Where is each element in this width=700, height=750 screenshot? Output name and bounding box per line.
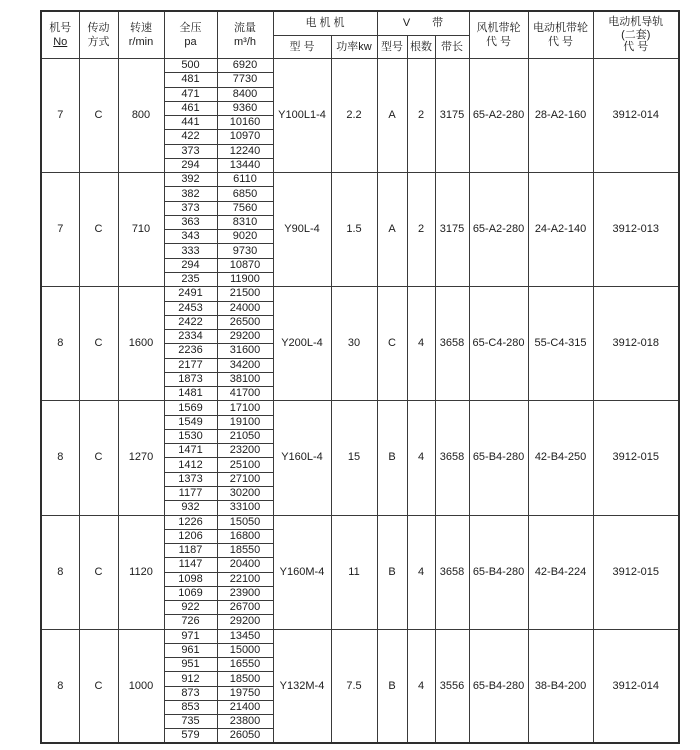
pressure-cell: 2334	[164, 330, 217, 344]
belt-length-cell: 3556	[435, 629, 469, 743]
header-speed-line2: r/min	[128, 36, 154, 48]
motor-model-cell: Y160M-4	[273, 515, 331, 629]
flow-cell: 41700	[217, 387, 273, 401]
header-motor-rail-line2: (二套)	[621, 28, 651, 41]
motor-power-cell: 30	[331, 287, 377, 401]
flow-cell: 23200	[217, 444, 273, 458]
pressure-cell: 461	[164, 101, 217, 115]
header-motor-pulley-line1: 电动机带轮	[533, 22, 588, 34]
machine-no-cell: 8	[41, 287, 79, 401]
pressure-cell: 2177	[164, 358, 217, 372]
belt-count-cell: 4	[407, 401, 435, 515]
pressure-cell: 873	[164, 686, 217, 700]
motor-model-cell: Y100L1-4	[273, 59, 331, 173]
drive-mode-cell: C	[79, 173, 118, 287]
motor-power-cell: 2.2	[331, 59, 377, 173]
header-motor-power: 功率kw	[331, 36, 377, 59]
pressure-cell: 853	[164, 700, 217, 714]
belt-length-cell: 3658	[435, 515, 469, 629]
flow-cell: 26050	[217, 729, 273, 744]
rail-code-cell: 3912-015	[593, 401, 679, 515]
table-row	[41, 287, 679, 301]
drive-mode-cell: C	[79, 59, 118, 173]
belt-count-cell: 2	[407, 59, 435, 173]
header-motor-rail	[593, 11, 679, 59]
motor-pulley-code-cell: 24-A2-140	[528, 173, 593, 287]
rail-code-cell: 3912-018	[593, 287, 679, 401]
header-machine-no-line2: No	[53, 36, 68, 48]
pressure-cell: 1147	[164, 558, 217, 572]
speed-cell: 1120	[118, 515, 164, 629]
pressure-cell: 1226	[164, 515, 217, 529]
flow-cell: 6850	[217, 187, 273, 201]
flow-cell: 30200	[217, 486, 273, 500]
header-drive-line1: 传动	[87, 22, 110, 34]
pressure-cell: 343	[164, 230, 217, 244]
pressure-cell: 961	[164, 643, 217, 657]
flow-cell: 20400	[217, 558, 273, 572]
header-drive-line2: 方式	[87, 36, 110, 48]
pressure-cell: 294	[164, 158, 217, 172]
pressure-cell: 2422	[164, 315, 217, 329]
speed-cell: 1600	[118, 287, 164, 401]
flow-cell: 11900	[217, 272, 273, 286]
motor-pulley-code-cell: 55-C4-315	[528, 287, 593, 401]
fan-spec-table	[40, 10, 680, 744]
header-speed-line1: 转速	[130, 22, 152, 34]
header-vbelt-count: 根数	[407, 36, 435, 59]
header-vbelt-model: 型号	[377, 36, 407, 59]
pressure-cell: 1549	[164, 415, 217, 429]
flow-cell: 29200	[217, 330, 273, 344]
pressure-cell: 579	[164, 729, 217, 744]
pressure-cell: 294	[164, 258, 217, 272]
belt-model-cell: B	[377, 515, 407, 629]
table-header	[41, 11, 679, 59]
pressure-cell: 2453	[164, 301, 217, 315]
table-row	[41, 173, 679, 187]
motor-model-cell: Y160L-4	[273, 401, 331, 515]
motor-power-cell: 11	[331, 515, 377, 629]
table-row	[41, 629, 679, 643]
rail-code-cell: 3912-013	[593, 173, 679, 287]
flow-cell: 10870	[217, 258, 273, 272]
speed-cell: 1270	[118, 401, 164, 515]
machine-no-cell: 8	[41, 629, 79, 743]
header-machine-no-line1: 机号	[49, 22, 72, 34]
pressure-cell: 363	[164, 215, 217, 229]
belt-model-cell: B	[377, 629, 407, 743]
belt-model-cell: C	[377, 287, 407, 401]
belt-model-cell: A	[377, 59, 407, 173]
flow-cell: 23900	[217, 586, 273, 600]
rail-code-cell: 3912-014	[593, 59, 679, 173]
flow-cell: 15050	[217, 515, 273, 529]
motor-model-cell: Y200L-4	[273, 287, 331, 401]
header-motor-group: 电 机 机	[273, 11, 377, 36]
pressure-cell: 932	[164, 501, 217, 515]
pressure-cell: 1373	[164, 472, 217, 486]
flow-cell: 9730	[217, 244, 273, 258]
table-row	[41, 59, 679, 73]
header-fan-pulley-line1: 风机带轮	[476, 22, 521, 34]
header-pressure-line2: pa	[184, 36, 197, 48]
flow-cell: 16800	[217, 529, 273, 543]
fan-pulley-code-cell: 65-B4-280	[469, 401, 528, 515]
header-motor-rail-line1: 电动机导轨	[608, 16, 664, 29]
header-fan-pulley	[469, 11, 528, 59]
table-row	[41, 515, 679, 529]
header-fan-pulley-line2: 代 号	[485, 36, 512, 48]
header-motor-pulley-line2: 代 号	[547, 36, 574, 48]
flow-cell: 38100	[217, 372, 273, 386]
table-row	[41, 401, 679, 415]
flow-cell: 34200	[217, 358, 273, 372]
header-drive	[79, 11, 118, 59]
pressure-cell: 912	[164, 672, 217, 686]
pressure-cell: 1206	[164, 529, 217, 543]
flow-cell: 31600	[217, 344, 273, 358]
belt-count-cell: 2	[407, 173, 435, 287]
flow-cell: 33100	[217, 501, 273, 515]
pressure-cell: 2491	[164, 287, 217, 301]
rail-code-cell: 3912-015	[593, 515, 679, 629]
speed-cell: 800	[118, 59, 164, 173]
pressure-cell: 392	[164, 173, 217, 187]
drive-mode-cell: C	[79, 629, 118, 743]
header-motor-rail-line3: 代 号	[623, 41, 649, 54]
pressure-cell: 441	[164, 116, 217, 130]
pressure-cell: 1412	[164, 458, 217, 472]
header-motor-pulley	[528, 11, 593, 59]
belt-count-cell: 4	[407, 515, 435, 629]
belt-count-cell: 4	[407, 287, 435, 401]
flow-cell: 9360	[217, 101, 273, 115]
header-machine-no	[41, 11, 79, 59]
flow-cell: 6110	[217, 173, 273, 187]
flow-cell: 18500	[217, 672, 273, 686]
fan-pulley-code-cell: 65-B4-280	[469, 629, 528, 743]
pressure-cell: 1471	[164, 444, 217, 458]
flow-cell: 8400	[217, 87, 273, 101]
flow-cell: 22100	[217, 572, 273, 586]
belt-model-cell: A	[377, 173, 407, 287]
pressure-cell: 735	[164, 715, 217, 729]
pressure-cell: 1481	[164, 387, 217, 401]
flow-cell: 7560	[217, 201, 273, 215]
belt-length-cell: 3175	[435, 173, 469, 287]
pressure-cell: 373	[164, 201, 217, 215]
header-vbelt-group: V 带	[377, 11, 469, 36]
pressure-cell: 1187	[164, 544, 217, 558]
flow-cell: 16550	[217, 658, 273, 672]
flow-cell: 9020	[217, 230, 273, 244]
motor-power-cell: 7.5	[331, 629, 377, 743]
pressure-cell: 726	[164, 615, 217, 629]
flow-cell: 21050	[217, 429, 273, 443]
pressure-cell: 1569	[164, 401, 217, 415]
flow-cell: 21400	[217, 700, 273, 714]
flow-cell: 10160	[217, 116, 273, 130]
belt-count-cell: 4	[407, 629, 435, 743]
drive-mode-cell: C	[79, 515, 118, 629]
flow-cell: 21500	[217, 287, 273, 301]
flow-cell: 13440	[217, 158, 273, 172]
machine-no-cell: 8	[41, 515, 79, 629]
motor-power-cell: 15	[331, 401, 377, 515]
flow-cell: 25100	[217, 458, 273, 472]
pressure-cell: 922	[164, 601, 217, 615]
pressure-cell: 471	[164, 87, 217, 101]
flow-cell: 18550	[217, 544, 273, 558]
machine-no-cell: 7	[41, 173, 79, 287]
pressure-cell: 481	[164, 73, 217, 87]
belt-length-cell: 3658	[435, 287, 469, 401]
flow-cell: 7730	[217, 73, 273, 87]
pressure-cell: 500	[164, 59, 217, 73]
header-flow-line2: m³/h	[234, 36, 256, 48]
flow-cell: 10970	[217, 130, 273, 144]
machine-no-cell: 8	[41, 401, 79, 515]
pressure-cell: 333	[164, 244, 217, 258]
pressure-cell: 1069	[164, 586, 217, 600]
flow-cell: 12240	[217, 144, 273, 158]
pressure-cell: 951	[164, 658, 217, 672]
pressure-cell: 2236	[164, 344, 217, 358]
speed-cell: 1000	[118, 629, 164, 743]
header-vbelt-length: 带长	[435, 36, 469, 59]
machine-no-cell: 7	[41, 59, 79, 173]
fan-pulley-code-cell: 65-B4-280	[469, 515, 528, 629]
header-pressure	[164, 11, 217, 59]
rail-code-cell: 3912-014	[593, 629, 679, 743]
fan-pulley-code-cell: 65-C4-280	[469, 287, 528, 401]
pressure-cell: 1530	[164, 429, 217, 443]
pressure-cell: 1873	[164, 372, 217, 386]
flow-cell: 23800	[217, 715, 273, 729]
header-motor-model: 型 号	[273, 36, 331, 59]
pressure-cell: 1098	[164, 572, 217, 586]
flow-cell: 26500	[217, 315, 273, 329]
flow-cell: 24000	[217, 301, 273, 315]
drive-mode-cell: C	[79, 287, 118, 401]
flow-cell: 15000	[217, 643, 273, 657]
header-pressure-line1: 全压	[179, 22, 202, 34]
fan-pulley-code-cell: 65-A2-280	[469, 173, 528, 287]
flow-cell: 13450	[217, 629, 273, 643]
motor-pulley-code-cell: 28-A2-160	[528, 59, 593, 173]
table-body	[41, 59, 679, 744]
flow-cell: 29200	[217, 615, 273, 629]
flow-cell: 26700	[217, 601, 273, 615]
header-flow	[217, 11, 273, 59]
pressure-cell: 382	[164, 187, 217, 201]
motor-pulley-code-cell: 38-B4-200	[528, 629, 593, 743]
flow-cell: 8310	[217, 215, 273, 229]
flow-cell: 19100	[217, 415, 273, 429]
header-flow-line1: 流量	[234, 22, 256, 34]
motor-power-cell: 1.5	[331, 173, 377, 287]
pressure-cell: 373	[164, 144, 217, 158]
motor-model-cell: Y132M-4	[273, 629, 331, 743]
motor-pulley-code-cell: 42-B4-224	[528, 515, 593, 629]
motor-model-cell: Y90L-4	[273, 173, 331, 287]
pressure-cell: 422	[164, 130, 217, 144]
belt-length-cell: 3658	[435, 401, 469, 515]
flow-cell: 17100	[217, 401, 273, 415]
flow-cell: 6920	[217, 59, 273, 73]
motor-pulley-code-cell: 42-B4-250	[528, 401, 593, 515]
fan-pulley-code-cell: 65-A2-280	[469, 59, 528, 173]
belt-model-cell: B	[377, 401, 407, 515]
flow-cell: 27100	[217, 472, 273, 486]
belt-length-cell: 3175	[435, 59, 469, 173]
drive-mode-cell: C	[79, 401, 118, 515]
pressure-cell: 1177	[164, 486, 217, 500]
header-speed	[118, 11, 164, 59]
flow-cell: 19750	[217, 686, 273, 700]
speed-cell: 710	[118, 173, 164, 287]
pressure-cell: 971	[164, 629, 217, 643]
pressure-cell: 235	[164, 272, 217, 286]
